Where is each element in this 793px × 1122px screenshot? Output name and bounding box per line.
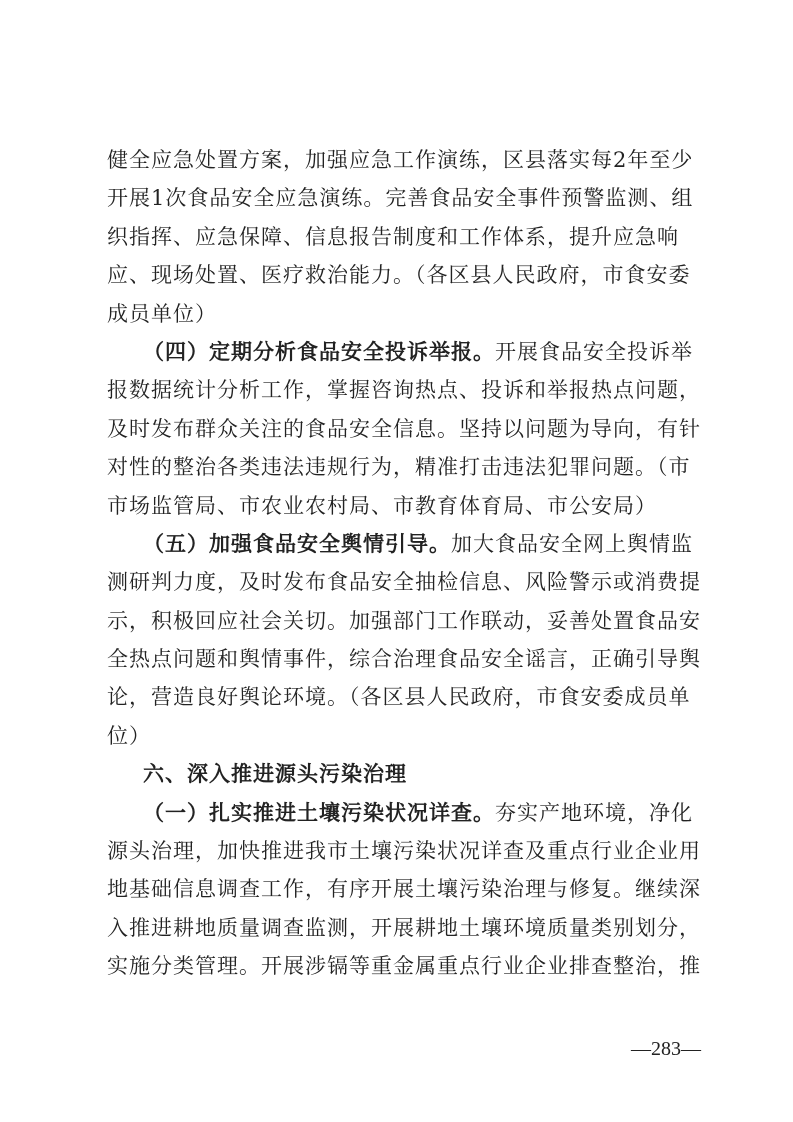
paragraph-first-line bbox=[107, 333, 703, 371]
paragraph-text: 夯实产地环境，净化 bbox=[495, 800, 693, 825]
text-line: 及时发布群众关注的食品安全信息。坚持以问题为导向，有针 bbox=[107, 416, 701, 441]
paragraph bbox=[107, 333, 703, 525]
paragraph bbox=[107, 525, 703, 755]
text-line: 报数据统计分析工作，掌握咨询热点、投诉和举报热点问题， bbox=[107, 378, 701, 403]
paragraph-lead: （一）扎实推进土壤污染状况详查。 bbox=[143, 799, 495, 825]
text-line: 健全应急处置方案，加强应急工作演练，区县落实每2年至少 bbox=[107, 148, 694, 172]
text-line: 论，营造良好舆论环境。（各区县人民政府，市食安委成员单 bbox=[107, 685, 691, 710]
section-heading: 六、深入推进源头污染治理 bbox=[143, 762, 407, 787]
paragraph-lead: （五）加强食品安全舆情引导。 bbox=[143, 530, 451, 556]
paragraph-first-line bbox=[107, 525, 703, 563]
text-line: 实施分类管理。开展涉镉等重金属重点行业企业排查整治，推 bbox=[107, 954, 701, 979]
text-line: 应、现场处置、医疗救治能力。（各区县人民政府，市食安委 bbox=[107, 263, 691, 288]
text-line: 地基础信息调查工作，有序开展土壤污染治理与修复。继续深 bbox=[107, 877, 701, 902]
paragraph-lead: （四）定期分析食品安全投诉举报。 bbox=[143, 338, 495, 364]
paragraph bbox=[107, 755, 703, 793]
text-line: 成员单位） bbox=[107, 301, 217, 326]
text-line: 市场监管局、市农业农村局、市教育体育局、市公安局） bbox=[107, 493, 657, 518]
text-line: 测研判力度，及时发布食品安全抽检信息、风险警示或消费提 bbox=[107, 570, 701, 595]
text-line: 源头治理，加快推进我市土壤污染状况详查及重点行业企业用 bbox=[107, 839, 701, 864]
text-line: 开展1次食品安全应急演练。完善食品安全事件预警监测、组 bbox=[107, 186, 694, 211]
text-line: 位） bbox=[107, 723, 151, 748]
text-line: 全热点问题和舆情事件，综合治理食品安全谣言，正确引导舆 bbox=[107, 647, 701, 672]
paragraph-text: 开展食品安全投诉举 bbox=[495, 339, 693, 364]
text-line: 入推进耕地质量调查监测，开展耕地土壤环境质量类别划分， bbox=[107, 915, 701, 940]
paragraph bbox=[107, 141, 703, 333]
text-line: 示，积极回应社会关切。加强部门工作联动，妥善处置食品安 bbox=[107, 608, 701, 633]
paragraph bbox=[107, 794, 703, 986]
text-line: 对性的整治各类违法违规行为，精准打击违法犯罪问题。（市 bbox=[107, 455, 691, 480]
document-body bbox=[107, 141, 703, 986]
paragraph-first-line bbox=[107, 794, 703, 832]
paragraph-text: 加大食品安全网上舆情监 bbox=[451, 531, 693, 556]
text-line: 织指挥、应急保障、信息报告制度和工作体系，提升应急响 bbox=[107, 224, 679, 249]
page-number: —283— bbox=[631, 1038, 701, 1060]
